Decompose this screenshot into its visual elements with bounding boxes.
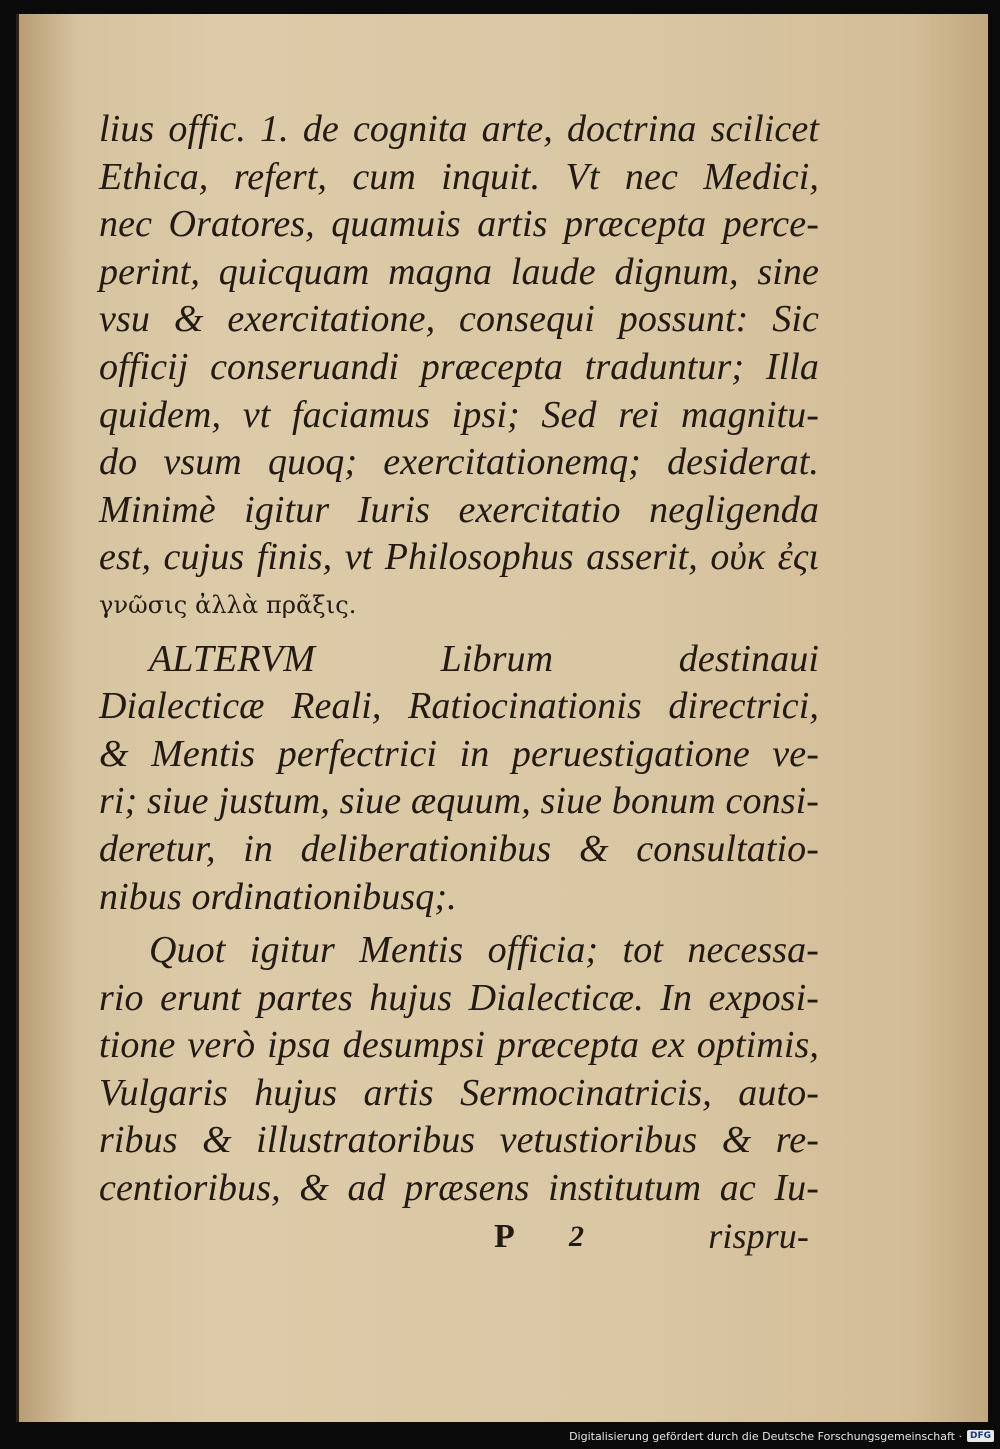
paragraph-opening-line: Quot igitur Mentis officia; tot necessa-	[149, 929, 819, 972]
signature-mark: P	[494, 1217, 515, 1255]
text-line: centioribus, & ad præsens institutum ac Iu-	[99, 1167, 819, 1210]
greek-text-line: γνῶσις ἀλλὰ πρᾶξις.	[99, 590, 357, 619]
text-line: nibus ordinationibusq;.	[99, 875, 457, 918]
text-line: Dialecticæ Reali, Ratiocinationis directrici,	[99, 685, 819, 728]
text-line: & Mentis perfectrici in peruestigatione ve-	[99, 732, 819, 775]
text-line: tione verò ipsa desumpsi præcepta ex optimis,	[99, 1024, 819, 1067]
footer-credit-text: Digitalisierung gefördert durch die Deutsche Forschungsgemeinschaft ·	[569, 1429, 962, 1443]
text-line: Vulgaris hujus artis Sermocinatricis, auto-	[99, 1071, 819, 1114]
text-line: rio erunt partes hujus Dialecticæ. In exposi-	[99, 976, 819, 1019]
text-line: Minimè igitur Iuris exercitatio negligenda	[99, 488, 819, 531]
text-line: deretur, in deliberationibus & consultatio-	[99, 827, 819, 870]
signature-line	[99, 1213, 819, 1261]
text-line: lius offic. 1. de cognita arte, doctrina scilicet	[99, 108, 819, 150]
text-line: do vsum quoq; exercitationemq; desiderat.	[99, 441, 819, 484]
text-line: perint, quicquam magna laude dignum, sine	[99, 250, 819, 293]
text-line: officij conseruandi præcepta traduntur; Illa	[99, 345, 819, 388]
paragraph-opening-line: ALTERVM Librum destinaui	[149, 637, 819, 680]
text-line: nec Oratores, quamuis artis præcepta perce-	[99, 203, 819, 246]
catchword: rispru-	[708, 1215, 809, 1256]
page-text	[99, 106, 819, 1260]
text-line: est, cujus finis, vt Philosophus asserit, οὐκ ἐςι	[99, 536, 819, 579]
text-line: ribus & illustratoribus vetustioribus & re-	[99, 1119, 819, 1162]
text-line: quidem, vt faciamus ipsi; Sed rei magnitu-	[99, 393, 819, 436]
text-line: Ethica, refert, cum inquit. Vt nec Medici,	[99, 155, 819, 198]
text-line: vsu & exercitatione, consequi possunt: Sic	[99, 298, 819, 341]
book-page	[16, 14, 988, 1422]
signature-number: 2	[569, 1219, 585, 1253]
dfg-logo-icon: DFG	[967, 1430, 994, 1442]
text-line: ri; siue justum, siue æquum, siue bonum consi-	[99, 780, 819, 823]
digitization-footer	[569, 1426, 994, 1446]
